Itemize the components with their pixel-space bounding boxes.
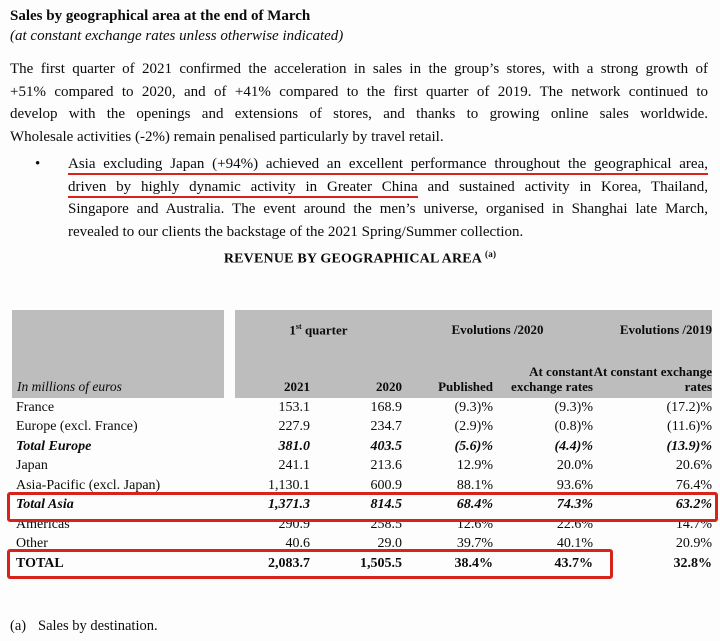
cell-value: 29.0	[377, 536, 402, 552]
paragraph-line: Wholesale activities (-2%) remain penalised particularly by travel retail.	[10, 128, 444, 145]
table-row	[12, 457, 712, 477]
table-title-text: REVENUE BY GEOGRAPHICAL AREA	[223, 251, 482, 267]
footnote-text: Sales by destination.	[38, 618, 158, 634]
cell-value: (11.6)%	[667, 419, 712, 435]
red-underline-annotation: driven by highly dynamic activity in Greater China	[68, 179, 418, 198]
column-header-constant-2020: At constant exchange rates	[511, 364, 593, 394]
cell-value: 20.6%	[675, 458, 712, 474]
cell-value: 12.6%	[456, 516, 493, 532]
cell-value: 12.9%	[456, 458, 493, 474]
cell-value: 38.4%	[454, 555, 493, 571]
column-header-published: Published	[438, 379, 493, 394]
cell-value: 43.7%	[554, 555, 593, 571]
bullet-line	[68, 221, 708, 244]
cell-value: (4.4)%	[554, 438, 593, 454]
cell-value: 1,371.3	[268, 497, 310, 513]
cell-value: 600.9	[370, 477, 402, 493]
page-subtitle: (at constant exchange rates unless otherwise indicated)	[10, 28, 344, 44]
cell-value: 40.6	[285, 536, 310, 552]
cell-value: 74.3%	[556, 497, 593, 513]
table-title	[0, 249, 720, 268]
row-label: TOTAL	[16, 555, 64, 571]
table-body	[12, 398, 712, 574]
paragraph-line: The first quarter of 2021 confirmed the acceleration in sales in the group’s stores, with a strong growth of	[10, 61, 708, 77]
cell-value: 76.4%	[675, 477, 712, 493]
cell-value: 153.1	[278, 399, 310, 415]
footnote-marker: (a)	[10, 618, 27, 634]
group-header-q1: 1st quarter	[289, 322, 348, 338]
paragraph-line: develop with the openings and extensions of stores, and thanks to growing online sales worldwide.	[10, 106, 708, 122]
cell-value: (0.8)%	[554, 419, 593, 435]
cell-value: (9.3)%	[554, 399, 593, 415]
column-header-2021: 2021	[284, 379, 310, 394]
page-title: Sales by geographical area at the end of March	[10, 8, 311, 24]
paragraph-line: +51% compared to 2020, and of +41% compared to the first quarter of 2019. The network continued to	[10, 83, 708, 100]
cell-value: 20.0%	[556, 458, 593, 474]
cell-value: (2.9)%	[454, 419, 493, 435]
intro-paragraph	[10, 58, 708, 148]
table-row	[12, 515, 712, 535]
cell-value: 32.8%	[673, 555, 712, 571]
bullet-text	[68, 153, 708, 243]
cell-value: 403.5	[370, 438, 402, 454]
table-header	[12, 310, 712, 398]
bullet-line-segment: and sustained activity in Korea, Thailand,	[417, 178, 708, 195]
table-row	[12, 476, 712, 496]
row-label: Europe (excl. France)	[16, 419, 138, 435]
row-label: Asia-Pacific (excl. Japan)	[16, 477, 161, 493]
cell-value: 40.1%	[556, 536, 593, 552]
cell-value: 1,130.1	[268, 477, 310, 493]
table-row	[12, 496, 712, 516]
column-header-units: In millions of euros	[17, 379, 122, 394]
cell-value: 290.9	[278, 516, 310, 532]
table-row	[12, 535, 712, 555]
cell-value: (17.2)%	[666, 399, 712, 415]
row-label: France	[16, 399, 55, 415]
cell-value: 234.7	[370, 419, 402, 435]
cell-value: 227.9	[278, 419, 310, 435]
red-underline-annotation: Asia excluding Japan (+94%) achieved an excellent performance throughout the geographical area,	[68, 156, 708, 175]
cell-value: (5.6)%	[454, 438, 493, 454]
cell-value: 814.5	[370, 497, 402, 513]
row-label: Japan	[16, 458, 48, 474]
cell-value: 88.1%	[456, 477, 493, 493]
row-label: Other	[16, 536, 48, 552]
bullet-marker-icon: •	[35, 156, 41, 172]
cell-value: (13.9)%	[666, 438, 712, 454]
row-label: Americas	[16, 516, 70, 532]
footnote	[10, 618, 710, 635]
bullet-line	[68, 198, 708, 221]
table-row	[12, 437, 712, 457]
cell-value: 14.7%	[675, 516, 712, 532]
cell-value: 2,083.7	[268, 555, 310, 571]
group-header-evolutions-2019: Evolutions /2019	[619, 322, 712, 337]
bullet-line-segment: revealed to our clients the backstage of the 2021 Spring/Summer collection.	[68, 223, 524, 240]
row-label: Total Europe	[16, 438, 92, 454]
column-header-2020: 2020	[376, 379, 402, 394]
cell-value: 168.9	[370, 399, 402, 415]
cell-value: (9.3)%	[454, 399, 493, 415]
cell-value: 63.2%	[675, 497, 712, 513]
cell-value: 213.6	[370, 458, 402, 474]
cell-value: 381.0	[278, 438, 310, 454]
row-label: Total Asia	[16, 497, 74, 513]
bullet-line-segment: Singapore and Australia. The event around the men’s universe, organised in Shanghai late March,	[68, 201, 708, 217]
column-header-constant-2019: At constant exchange rates	[593, 364, 712, 394]
table-row	[12, 418, 712, 438]
bullet-line	[68, 153, 708, 176]
group-header-evolutions-2020: Evolutions /2020	[451, 322, 544, 337]
table-title-superscript: (a)	[485, 249, 497, 259]
cell-value: 241.1	[278, 458, 310, 474]
cell-value: 258.5	[370, 516, 402, 532]
cell-value: 20.9%	[675, 536, 712, 552]
cell-value: 68.4%	[456, 497, 493, 513]
cell-value: 1,505.5	[360, 555, 402, 571]
cell-value: 93.6%	[556, 477, 593, 493]
cell-value: 22.6%	[556, 516, 593, 532]
table-row	[12, 554, 712, 574]
cell-value: 39.7%	[456, 536, 493, 552]
bullet-line	[68, 176, 708, 199]
table-row	[12, 398, 712, 418]
